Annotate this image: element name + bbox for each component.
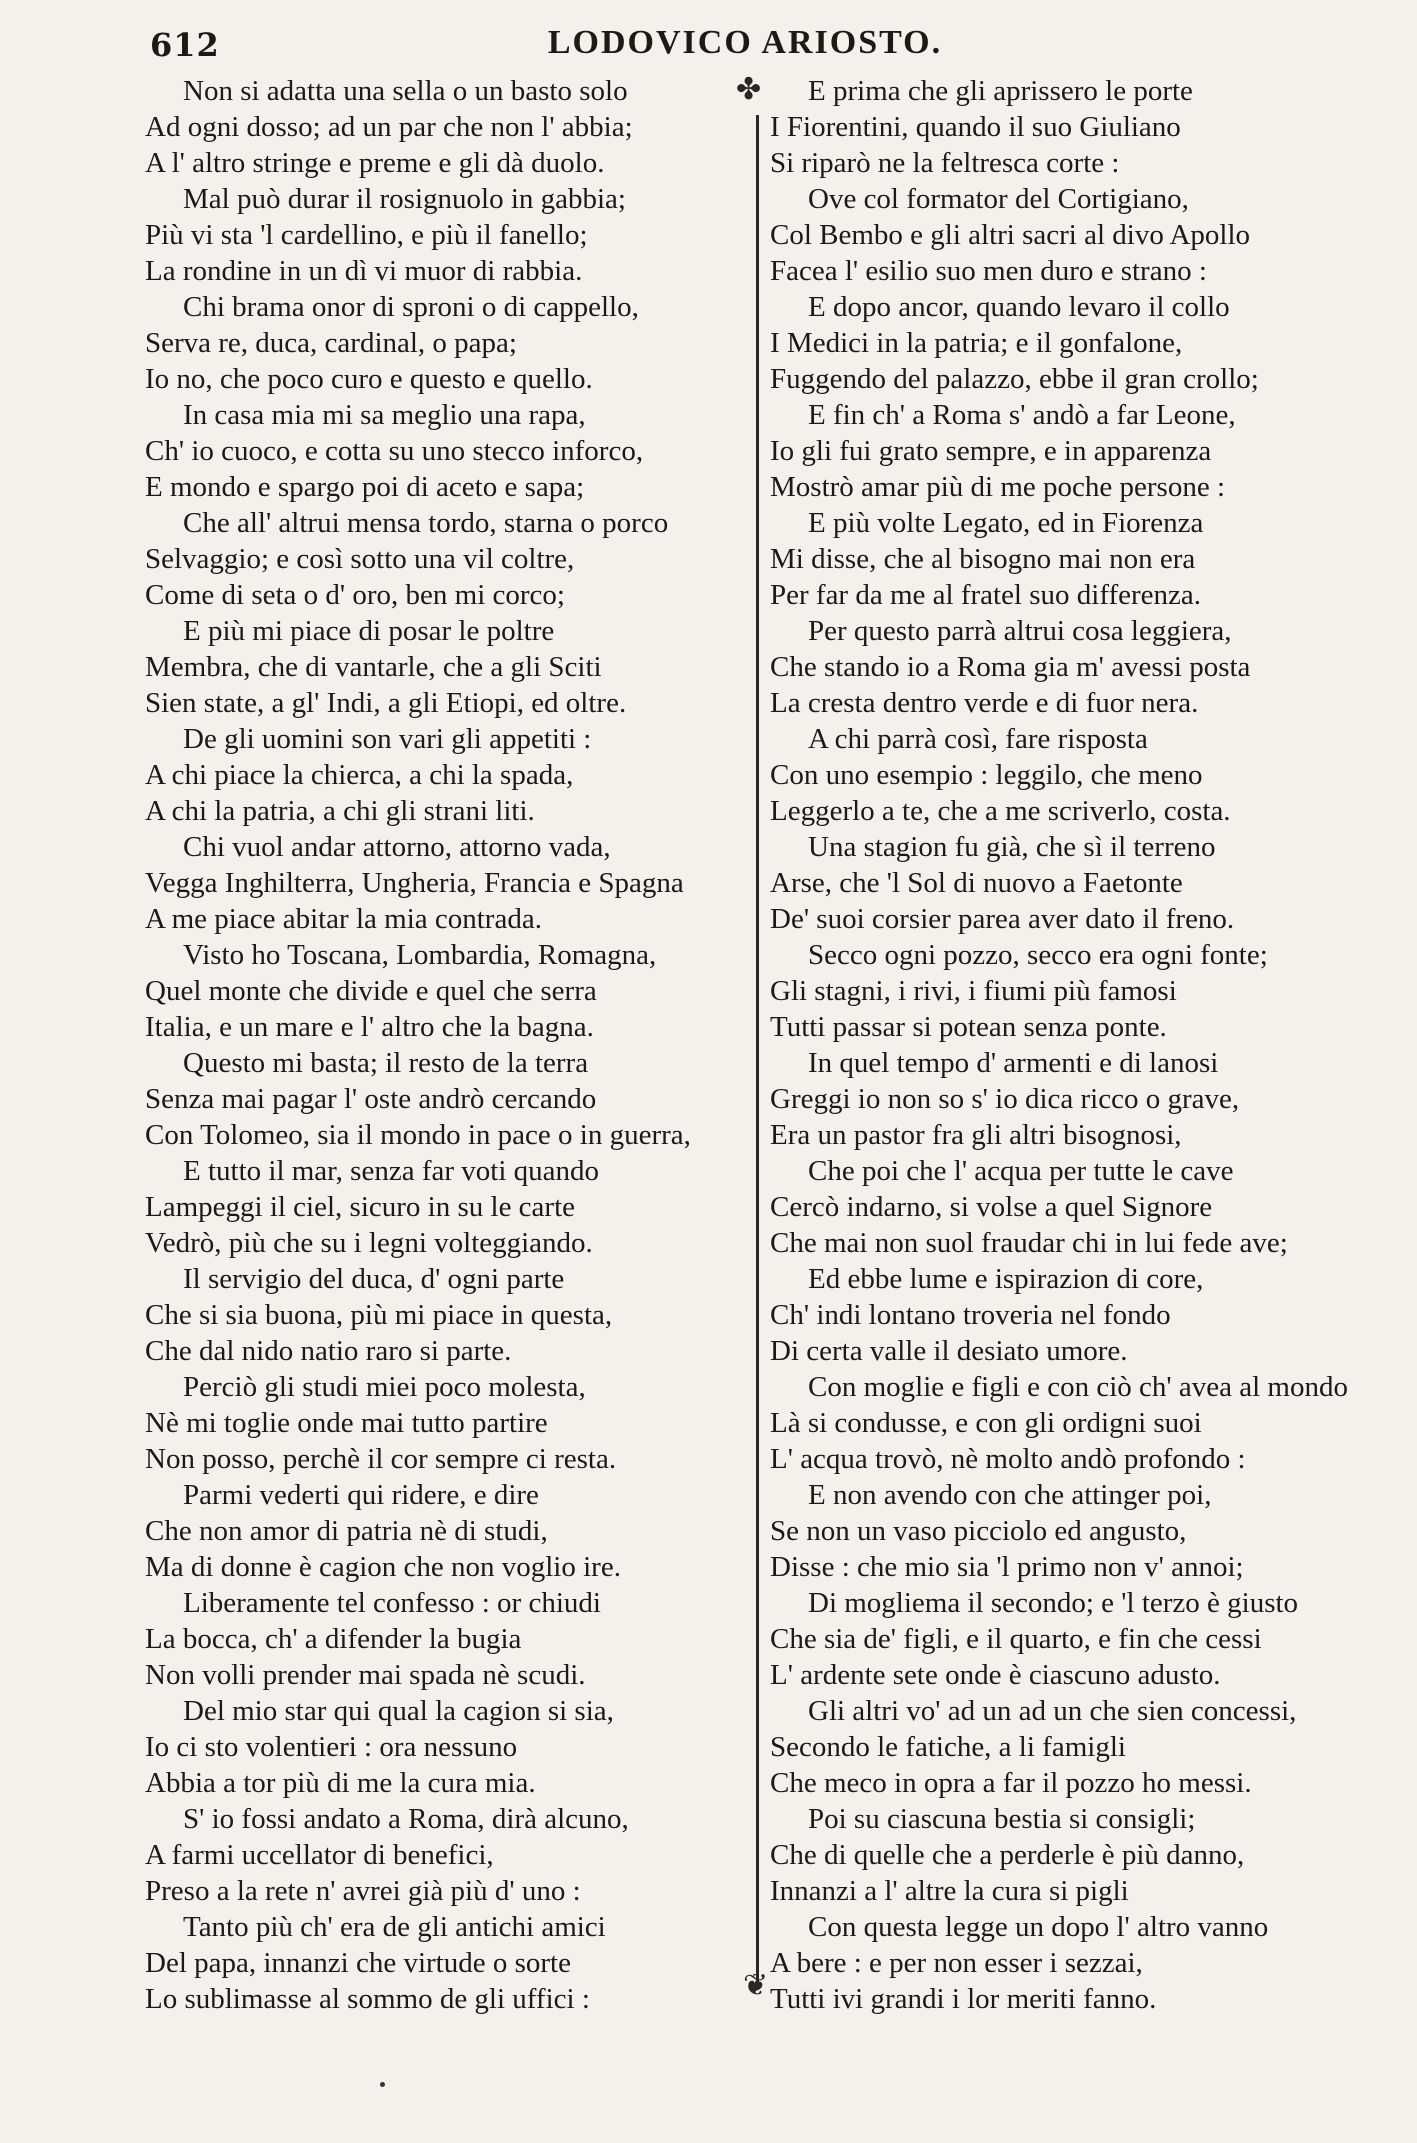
- verse-line: S' io fossi andato a Roma, dirà alcuno,: [183, 1803, 629, 1835]
- verse-line: De gli uomini son vari gli appetiti :: [183, 723, 592, 755]
- verse-line: In quel tempo d' armenti e di lanosi: [808, 1047, 1219, 1079]
- verse-line: La rondine in un dì vi muor di rabbia.: [145, 255, 583, 287]
- verse-line: Quel monte che divide e quel che serra: [145, 975, 597, 1007]
- verse-line: Non posso, perchè il cor sempre ci resta.: [145, 1443, 617, 1475]
- verse-line: Sien state, a gl' Indi, a gli Etiopi, ed oltre.: [145, 687, 627, 719]
- verse-line: Con uno esempio : leggilo, che meno: [770, 759, 1203, 791]
- verse-line: Lampeggi il ciel, sicuro in su le carte: [145, 1191, 576, 1223]
- verse-line: La cresta dentro verde e di fuor nera.: [770, 687, 1199, 719]
- verse-line: E mondo e spargo poi di aceto e sapa;: [145, 471, 585, 503]
- verse-line: A bere : e per non esser i sezzai,: [770, 1947, 1143, 1979]
- verse-line: Più vi sta 'l cardellino, e più il fanello;: [145, 219, 588, 251]
- verse-line: In casa mia mi sa meglio una rapa,: [183, 399, 586, 431]
- verse-line: Gli stagni, i rivi, i fiumi più famosi: [770, 975, 1177, 1007]
- verse-line: L' ardente sete onde è ciascuno adusto.: [770, 1659, 1221, 1691]
- fleuron-ornament-icon: ❦: [743, 1968, 769, 2003]
- verse-line: Vegga Inghilterra, Ungheria, Francia e Spagna: [145, 867, 684, 899]
- verse-line: Che di quelle che a perderle è più danno,: [770, 1839, 1245, 1871]
- paper-speck: [380, 2082, 385, 2087]
- verse-line: Fuggendo del palazzo, ebbe il gran crollo;: [770, 363, 1259, 395]
- verse-line: E più volte Legato, ed in Fiorenza: [808, 507, 1204, 539]
- verse-line: Del mio star qui qual la cagion si sia,: [183, 1695, 614, 1727]
- verse-line: Disse : che mio sia 'l primo non v' annoi;: [770, 1551, 1244, 1583]
- verse-line: A chi parrà così, fare risposta: [808, 723, 1148, 755]
- page-number: 612: [150, 26, 220, 64]
- verse-line: Chi brama onor di sproni o di cappello,: [183, 291, 639, 323]
- verse-line: Non si adatta una sella o un basto solo: [183, 75, 628, 107]
- verse-line: Ch' io cuoco, e cotta su uno stecco inforco,: [145, 435, 644, 467]
- verse-line: Chi vuol andar attorno, attorno vada,: [183, 831, 611, 863]
- verse-line: Non volli prender mai spada nè scudi.: [145, 1659, 586, 1691]
- verse-line: Gli altri vo' ad un ad un che sien concessi,: [808, 1695, 1297, 1727]
- verse-line: Membra, che di vantarle, che a gli Sciti: [145, 651, 602, 683]
- verse-line: Questo mi basta; il resto de la terra: [183, 1047, 589, 1079]
- verse-line: Facea l' esilio suo men duro e strano :: [770, 255, 1207, 287]
- verse-line: Secondo le fatiche, a li famigli: [770, 1731, 1126, 1763]
- column-divider: [756, 115, 759, 1990]
- verse-line: Che meco in opra a far il pozzo ho messi.: [770, 1767, 1252, 1799]
- verse-line: Secco ogni pozzo, secco era ogni fonte;: [808, 939, 1268, 971]
- verse-line: E fin ch' a Roma s' andò a far Leone,: [808, 399, 1236, 431]
- verse-line: Selvaggio; e così sotto una vil coltre,: [145, 543, 575, 575]
- verse-line: Che stando io a Roma gia m' avessi posta: [770, 651, 1251, 683]
- verse-line: Parmi vederti qui ridere, e dire: [183, 1479, 539, 1511]
- verse-line: Italia, e un mare e l' altro che la bagna.: [145, 1011, 594, 1043]
- verse-line: Lo sublimasse al sommo de gli uffici :: [145, 1983, 590, 2015]
- verse-line: Del papa, innanzi che virtude o sorte: [145, 1947, 571, 1979]
- verse-line: Io no, che poco curo e questo e quello.: [145, 363, 593, 395]
- left-column: [145, 73, 745, 2017]
- verse-line: Che dal nido natio raro si parte.: [145, 1335, 512, 1367]
- verse-line: Che poi che l' acqua per tutte le cave: [808, 1155, 1234, 1187]
- verse-line: Che sia de' figli, e il quarto, e fin che cessi: [770, 1623, 1262, 1655]
- verse-line: Era un pastor fra gli altri bisognosi,: [770, 1119, 1182, 1151]
- page-header: [150, 22, 1340, 70]
- verse-line: L' acqua trovò, nè molto andò profondo :: [770, 1443, 1246, 1475]
- verse-line: Di mogliema il secondo; e 'l terzo è giusto: [808, 1587, 1299, 1619]
- verse-line: Come di seta o d' oro, ben mi corco;: [145, 579, 565, 611]
- verse-line: Nè mi toglie onde mai tutto partire: [145, 1407, 548, 1439]
- verse-line: A l' altro stringe e preme e gli dà duolo.: [145, 147, 605, 179]
- verse-line: Per far da me al fratel suo differenza.: [770, 579, 1202, 611]
- right-column: [770, 73, 1380, 2017]
- verse-line: Preso a la rete n' avrei già più d' uno :: [145, 1875, 581, 1907]
- verse-line: Il servigio del duca, d' ogni parte: [183, 1263, 565, 1295]
- verse-line: Ed ebbe lume e ispirazion di core,: [808, 1263, 1204, 1295]
- verse-line: Poi su ciascuna bestia si consigli;: [808, 1803, 1196, 1835]
- verse-line: Si riparò ne la feltresca corte :: [770, 147, 1120, 179]
- verse-line: Ad ogni dosso; ad un par che non l' abbia;: [145, 111, 633, 143]
- verse-line: Visto ho Toscana, Lombardia, Romagna,: [183, 939, 657, 971]
- verse-line: Ma di donne è cagion che non voglio ire.: [145, 1551, 621, 1583]
- verse-line: Mi disse, che al bisogno mai non era: [770, 543, 1196, 575]
- verse-line: A chi piace la chierca, a chi la spada,: [145, 759, 574, 791]
- verse-line: I Medici in la patria; e il gonfalone,: [770, 327, 1183, 359]
- verse-line: E dopo ancor, quando levaro il collo: [808, 291, 1230, 323]
- verse-line: Greggi io non so s' io dica ricco o grave,: [770, 1083, 1240, 1115]
- verse-line: A chi la patria, a chi gli strani liti.: [145, 795, 535, 827]
- verse-line: Abbia a tor più di me la cura mia.: [145, 1767, 536, 1799]
- verse-line: Tanto più ch' era de gli antichi amici: [183, 1911, 606, 1943]
- verse-line: Arse, che 'l Sol di nuovo a Faetonte: [770, 867, 1183, 899]
- verse-line: Che mai non suol fraudar chi in lui fede ave;: [770, 1227, 1288, 1259]
- verse-line: Mostrò amar più di me poche persone :: [770, 471, 1226, 503]
- verse-line: Se non un vaso picciolo ed angusto,: [770, 1515, 1187, 1547]
- verse-line: Leggerlo a te, che a me scriverlo, costa.: [770, 795, 1231, 827]
- verse-line: Che non amor di patria nè di studi,: [145, 1515, 548, 1547]
- verse-line: E tutto il mar, senza far voti quando: [183, 1155, 599, 1187]
- verse-line: A farmi uccellator di benefici,: [145, 1839, 494, 1871]
- verse-line: Io ci sto volentieri : ora nessuno: [145, 1731, 518, 1763]
- verse-line: A me piace abitar la mia contrada.: [145, 903, 542, 935]
- verse-line: Io gli fui grato sempre, e in apparenza: [770, 435, 1212, 467]
- fleuron-ornament-icon: ✤: [736, 72, 762, 107]
- verse-line: Là si condusse, e con gli ordigni suoi: [770, 1407, 1202, 1439]
- verse-line: Con Tolomeo, sia il mondo in pace o in guerra,: [145, 1119, 691, 1151]
- verse-line: Per questo parrà altrui cosa leggiera,: [808, 615, 1232, 647]
- verse-line: Innanzi a l' altre la cura si pigli: [770, 1875, 1129, 1907]
- verse-line: Perciò gli studi miei poco molesta,: [183, 1371, 586, 1403]
- verse-line: Ch' indi lontano troveria nel fondo: [770, 1299, 1171, 1331]
- verse-line: De' suoi corsier parea aver dato il freno.: [770, 903, 1235, 935]
- verse-line: Vedrò, più che su i legni volteggiando.: [145, 1227, 593, 1259]
- verse-line: Tutti passar si potean senza ponte.: [770, 1011, 1167, 1043]
- verse-line: Con moglie e figli e con ciò ch' avea al mondo: [808, 1371, 1348, 1403]
- verse-line: Liberamente tel confesso : or chiudi: [183, 1587, 601, 1619]
- verse-line: E prima che gli aprissero le porte: [808, 75, 1193, 107]
- verse-line: Col Bembo e gli altri sacri al divo Apollo: [770, 219, 1251, 251]
- verse-line: E più mi piace di posar le poltre: [183, 615, 555, 647]
- verse-line: Che si sia buona, più mi piace in questa,: [145, 1299, 613, 1331]
- verse-line: Cercò indarno, si volse a quel Signore: [770, 1191, 1213, 1223]
- verse-line: Di certa valle il desiato umore.: [770, 1335, 1128, 1367]
- verse-line: Serva re, duca, cardinal, o papa;: [145, 327, 517, 359]
- verse-line: Tutti ivi grandi i lor meriti fanno.: [770, 1983, 1157, 2015]
- verse-line: Ove col formator del Cortigiano,: [808, 183, 1189, 215]
- verse-line: Con questa legge un dopo l' altro vanno: [808, 1911, 1269, 1943]
- verse-line: Una stagion fu già, che sì il terreno: [808, 831, 1216, 863]
- verse-line: Che all' altrui mensa tordo, starna o porco: [183, 507, 669, 539]
- verse-line: I Fiorentini, quando il suo Giuliano: [770, 111, 1181, 143]
- verse-line: La bocca, ch' a difender la bugia: [145, 1623, 522, 1655]
- running-head: LODOVICO ARIOSTO.: [547, 24, 943, 61]
- verse-line: Mal può durar il rosignuolo in gabbia;: [183, 183, 626, 215]
- verse-line: E non avendo con che attinger poi,: [808, 1479, 1212, 1511]
- verse-line: Senza mai pagar l' oste andrò cercando: [145, 1083, 597, 1115]
